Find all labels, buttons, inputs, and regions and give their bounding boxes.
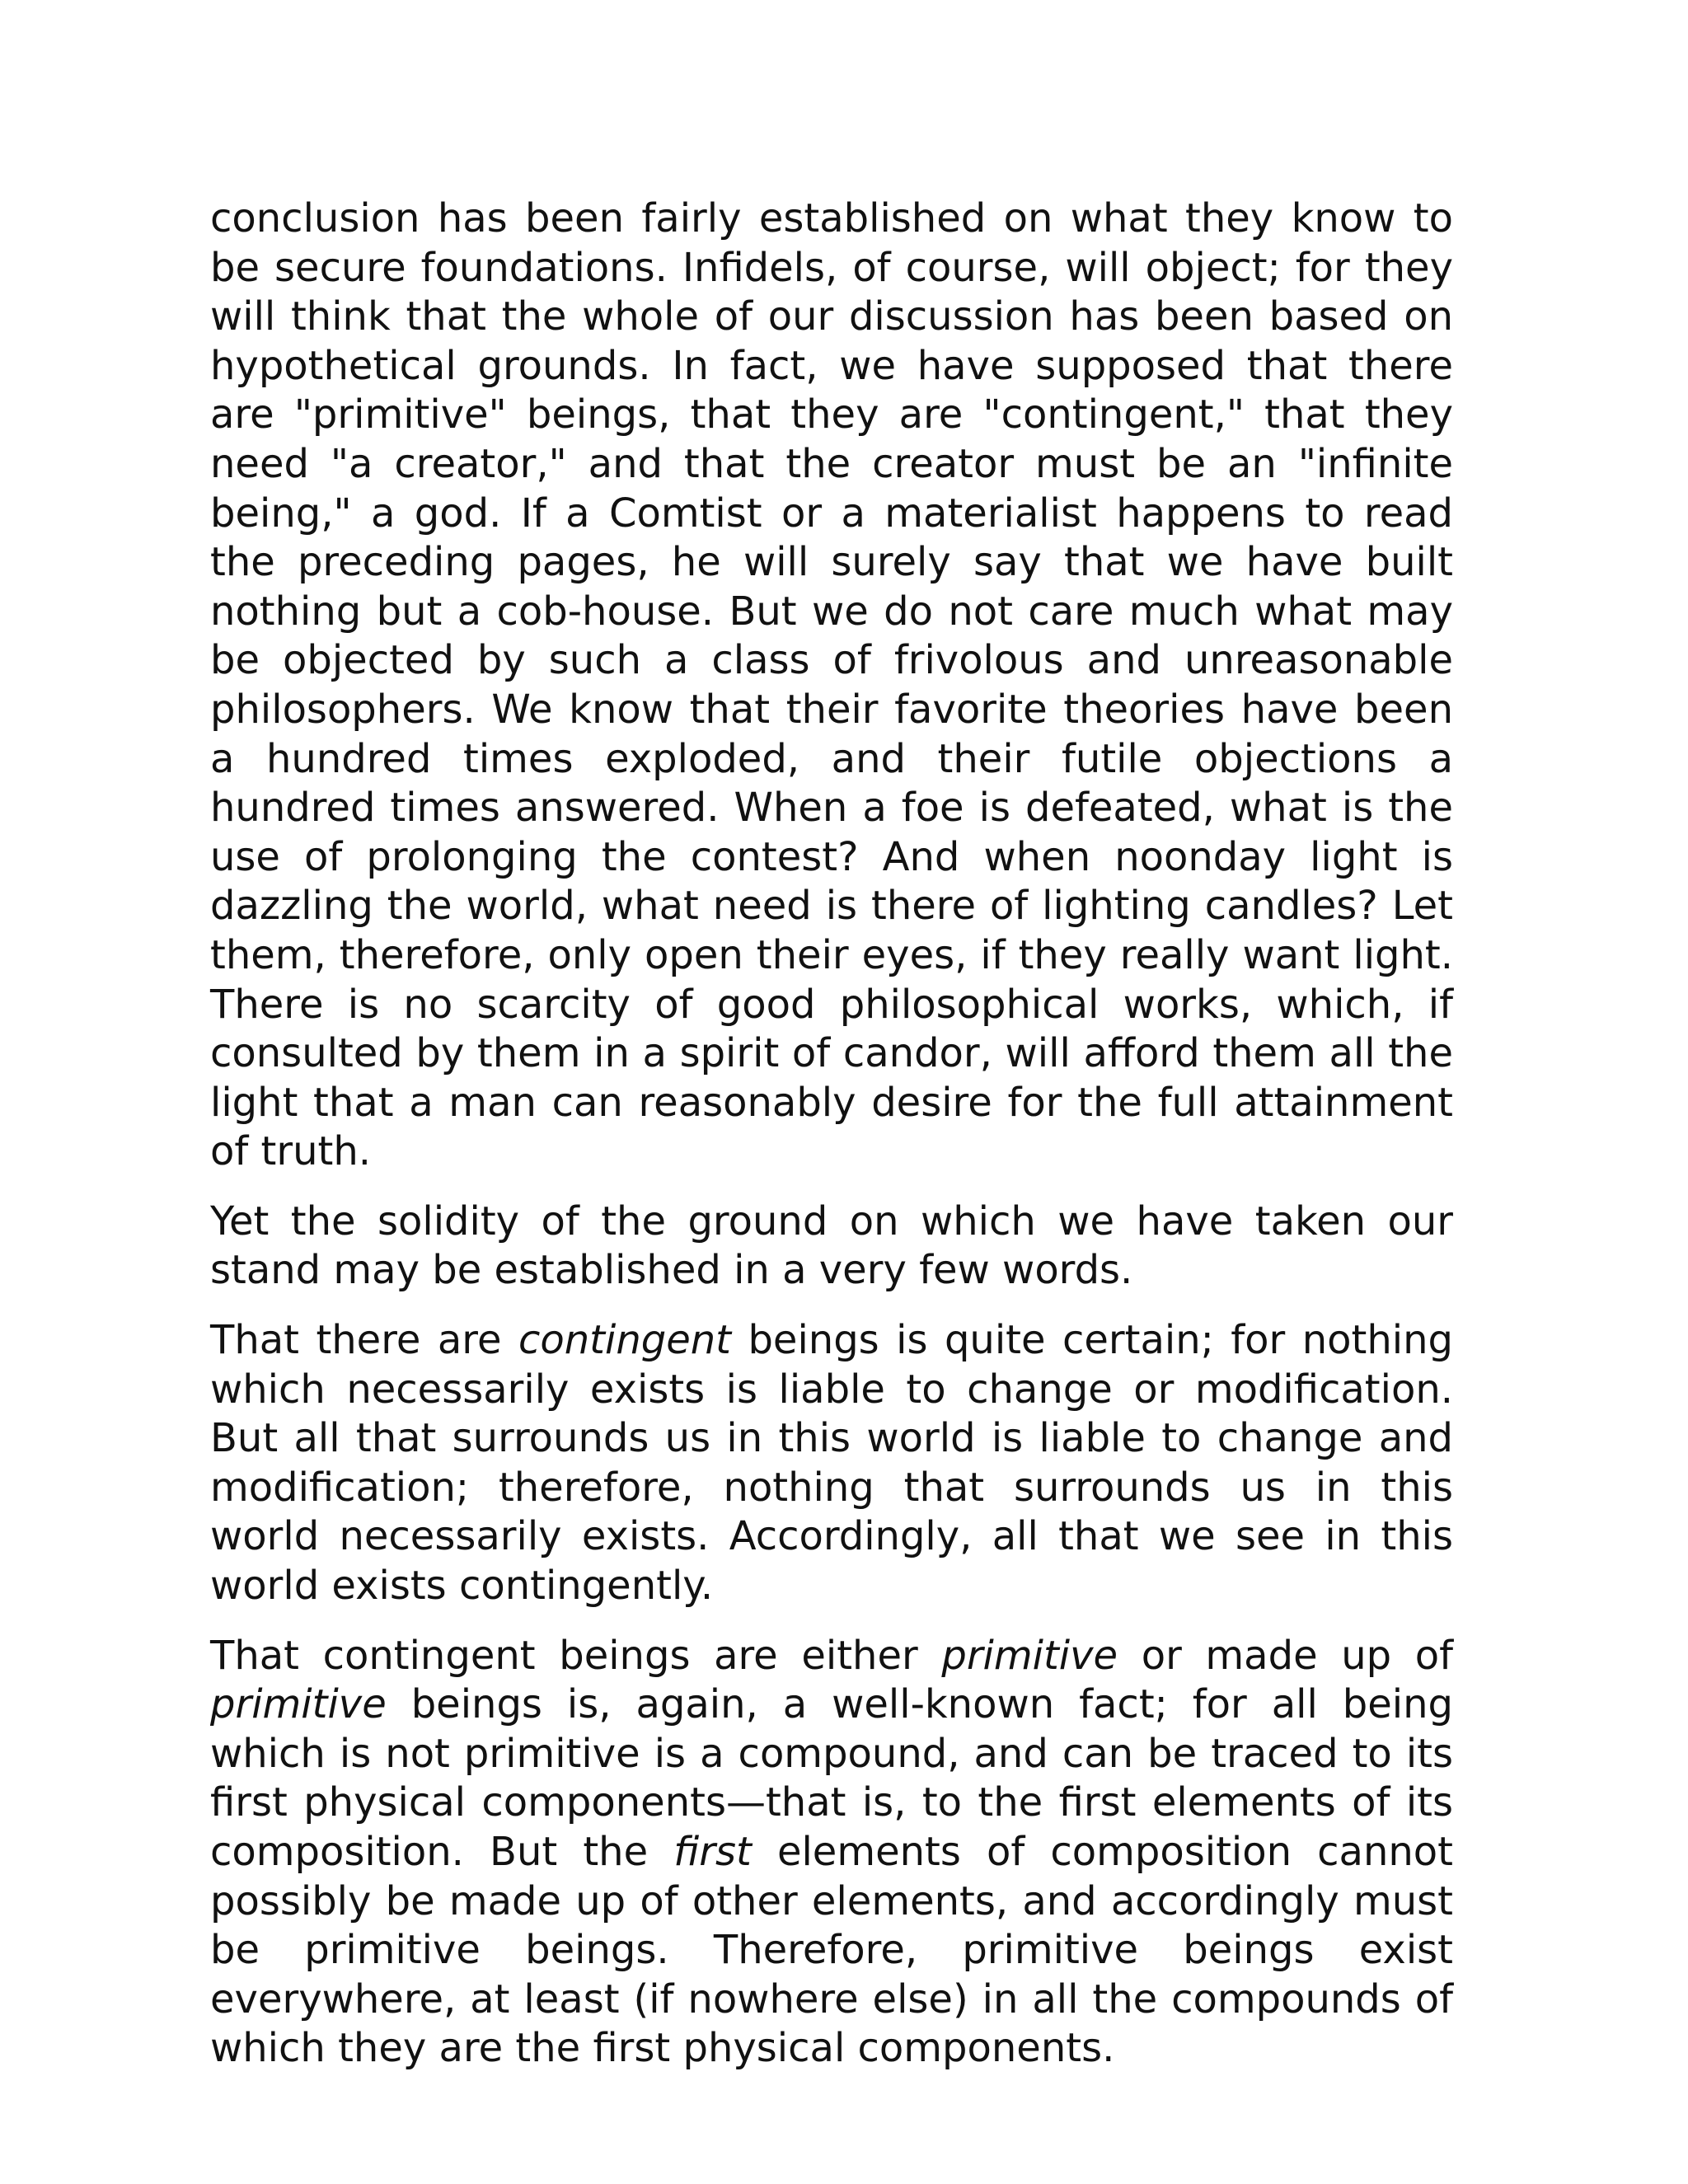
paragraph-4-text-b: or made up of bbox=[1118, 1632, 1454, 1679]
paragraph-4 bbox=[210, 1632, 1453, 2074]
paragraph-3 bbox=[210, 1316, 1453, 1611]
paragraph-3-text-a: That there are bbox=[210, 1317, 518, 1364]
paragraph-2-text: Yet the solidity of the ground on which we have taken our stand may be established in a very few words. bbox=[210, 1197, 1453, 1294]
paragraph-4-text-c: beings is, again, a well-known fact; for all being which is not primitive is a compound, and can be traced to its first physical components—that is, to the first elements of its composition. But the bbox=[210, 1681, 1453, 1875]
document-page bbox=[210, 194, 1453, 2074]
paragraph-4-text-d: elements of composition cannot possibly be made up of other elements, and accordingly must be primitive beings. Therefore, primitive beings exist everywhere, at least (if nowhere else) in all the compounds of which they are the first physical components. bbox=[210, 1829, 1453, 2072]
paragraph-4-emphasis-primitive-2: primitive bbox=[210, 1681, 387, 1728]
paragraph-3-emphasis-contingent: contingent bbox=[518, 1317, 731, 1364]
paragraph-4-emphasis-primitive-1: primitive bbox=[941, 1632, 1118, 1679]
paragraph-2 bbox=[210, 1197, 1453, 1296]
paragraph-4-emphasis-first: first bbox=[673, 1829, 752, 1875]
paragraph-1 bbox=[210, 194, 1453, 1177]
paragraph-4-text-a: That contingent beings are either bbox=[210, 1632, 942, 1679]
paragraph-3-text-b: beings is quite certain; for nothing which necessarily exists is liable to change or modification. But all that surrounds us in this world is liable to change and modification; therefore, nothing that surrounds us in this world necessarily exists. Accordingly, all that we see in this world exists contingently. bbox=[210, 1317, 1454, 1610]
paragraph-1-text: conclusion has been fairly established on what they know to be secure foundations. Infidels, of course, will object; for they will think that the whole of our discussion has been based on hypothetical grounds. In fact, we have supposed that there are "primitive" beings, that they are "contingent," that they need "a creator," and that the creator must be an "infinite being," a god. If a Comtist or a materialist happens to read the preceding pages, he will surely say that we have built nothing but a cob-house. But we do not care much what may be objected by such a class of frivolous and unreasonable philosophers. We know that their favorite theories have been a hundred times exploded, and their futile objections a hundred times answered. When a foe is defeated, what is the use of prolonging the contest? And when noonday light is dazzling the world, what need is there of lighting candles? Let them, therefore, only open their eyes, if they really want light. There is no scarcity of good philosophical works, which, if consulted by them in a spirit of candor, will afford them all the light that a man can reasonably desire for the full attainment of truth. bbox=[210, 195, 1453, 1175]
